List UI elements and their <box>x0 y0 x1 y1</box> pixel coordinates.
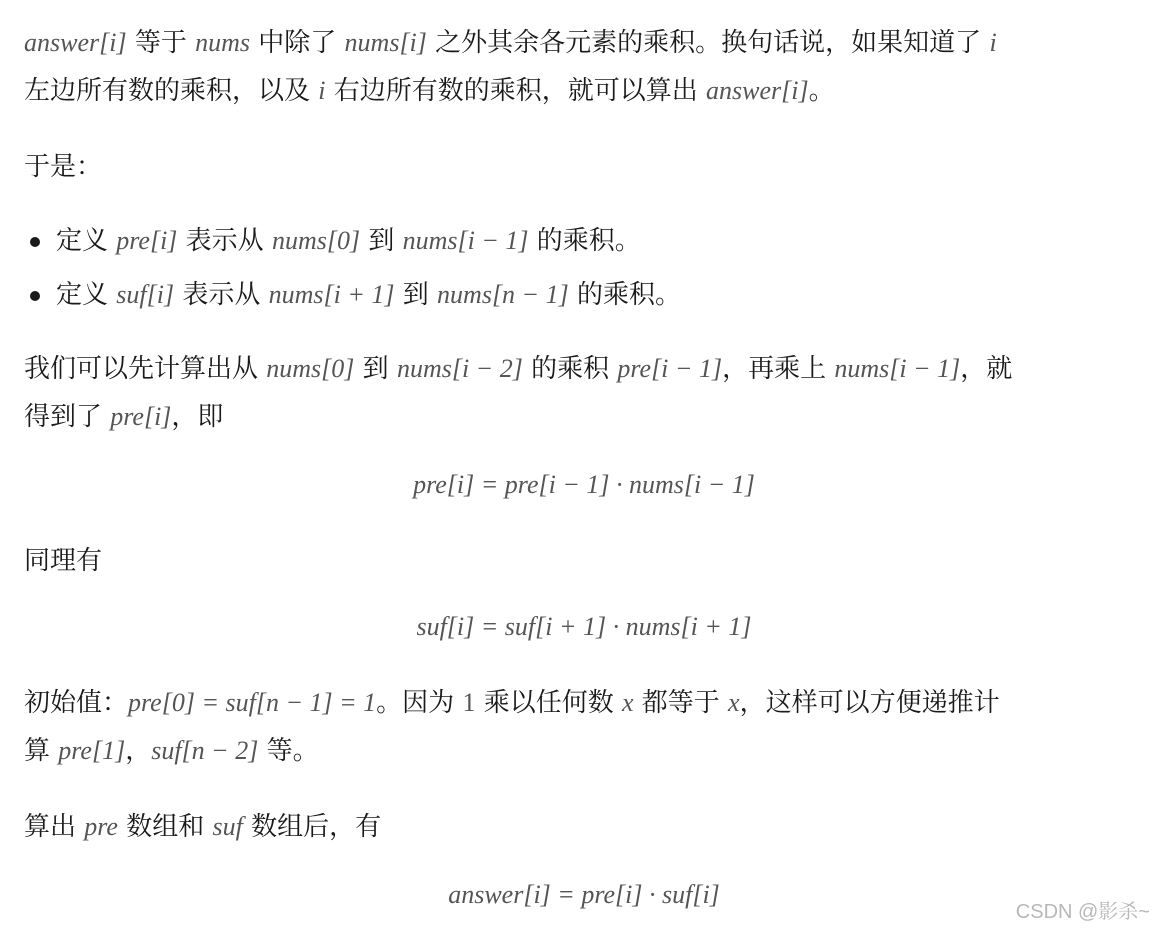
math-i: i <box>318 76 326 105</box>
text: 中除了 <box>250 28 345 58</box>
text: 数组后，有 <box>242 812 382 842</box>
math-nums-i: nums[i] <box>344 28 427 57</box>
paragraph-4: 同理有 <box>24 546 103 576</box>
paragraph-2: 于是： <box>24 152 103 182</box>
text: 的乘积 <box>522 354 618 384</box>
formula-pre-recurrence: pre[i] = pre[i − 1] · nums[i − 1] <box>413 470 755 499</box>
text: 左边所有数的乘积，以及 <box>24 76 319 106</box>
text: 算 <box>24 736 59 766</box>
text: ，就 <box>960 354 1013 384</box>
math-x: x <box>728 688 740 717</box>
math-suf: suf <box>212 812 243 841</box>
math-pre: pre <box>84 812 118 841</box>
text: ， <box>125 736 152 766</box>
math-nums-n-minus-1: nums[n − 1] <box>437 280 569 309</box>
math-pre-i: pre[i] <box>110 402 172 431</box>
paragraph-5-line-1 <box>24 682 1000 719</box>
text: 表示从 <box>177 226 272 256</box>
math-answer-i: answer[i] <box>706 76 809 105</box>
math-nums-i-plus-1: nums[i + 1] <box>268 280 395 309</box>
math-i: i <box>989 28 997 57</box>
text: 等于 <box>126 28 196 58</box>
list-item-pre <box>0 214 681 268</box>
paragraph-6 <box>24 806 381 843</box>
text: 表示从 <box>174 280 269 310</box>
text: 右边所有数的乘积，就可以算出 <box>325 76 707 106</box>
math-suf-i: suf[i] <box>116 280 175 309</box>
text: 得到了 <box>24 402 111 432</box>
math-one: 1 <box>462 688 476 717</box>
math-pre-i-minus-1: pre[i − 1] <box>617 354 723 383</box>
paragraph-5-line-2 <box>24 730 319 767</box>
text: 算出 <box>24 812 85 842</box>
text: 。因为 <box>376 688 463 718</box>
math-nums-0: nums[0] <box>271 226 361 255</box>
text: 都等于 <box>633 688 729 718</box>
text: 到 <box>360 226 403 256</box>
text: 我们可以先计算出从 <box>24 354 267 384</box>
paragraph-3-line-1 <box>24 348 1012 385</box>
text: 等。 <box>258 736 319 766</box>
formula-answer: answer[i] = pre[i] · suf[i] <box>448 880 720 909</box>
text: 的乘积。 <box>568 280 681 310</box>
math-x: x <box>621 688 634 717</box>
watermark: CSDN @影杀~ <box>1015 901 1150 923</box>
text: 。 <box>808 76 835 106</box>
math-pre-i: pre[i] <box>116 226 178 255</box>
paragraph-1-line-2 <box>24 70 835 107</box>
text: ，这样可以方便递推计 <box>739 688 1000 718</box>
math-pre-1: pre[1] <box>58 736 126 765</box>
text: 数组和 <box>117 812 213 842</box>
formula-suf-recurrence: suf[i] = suf[i + 1] · nums[i + 1] <box>416 612 752 641</box>
text: 定义 <box>56 280 117 310</box>
paragraph-3-line-2 <box>24 396 223 433</box>
math-nums: nums <box>195 28 251 57</box>
text: 到 <box>394 280 438 310</box>
list-item-suf <box>0 268 681 322</box>
text: ，再乘上 <box>722 354 835 384</box>
text: 的乘积。 <box>528 226 641 256</box>
math-answer-i: answer[i] <box>24 28 127 57</box>
math-nums-i-minus-2: nums[i − 2] <box>396 354 523 383</box>
definition-list <box>0 214 681 322</box>
paragraph-1-line-1 <box>24 22 997 59</box>
math-initial-values: pre[0] = suf[n − 1] = 1 <box>128 688 377 717</box>
math-nums-i-minus-1: nums[i − 1] <box>402 226 529 255</box>
text: 初始值： <box>24 688 129 718</box>
text: 到 <box>354 354 397 384</box>
text: 之外其余各元素的乘积。换句话说，如果知道了 <box>426 28 990 58</box>
math-suf-n-minus-2: suf[n − 2] <box>151 736 259 765</box>
math-nums-0: nums[0] <box>266 354 355 383</box>
text: 定义 <box>56 226 117 256</box>
text: 乘以任何数 <box>475 688 622 718</box>
text: ，即 <box>171 402 224 432</box>
math-nums-i-minus-1: nums[i − 1] <box>834 354 961 383</box>
